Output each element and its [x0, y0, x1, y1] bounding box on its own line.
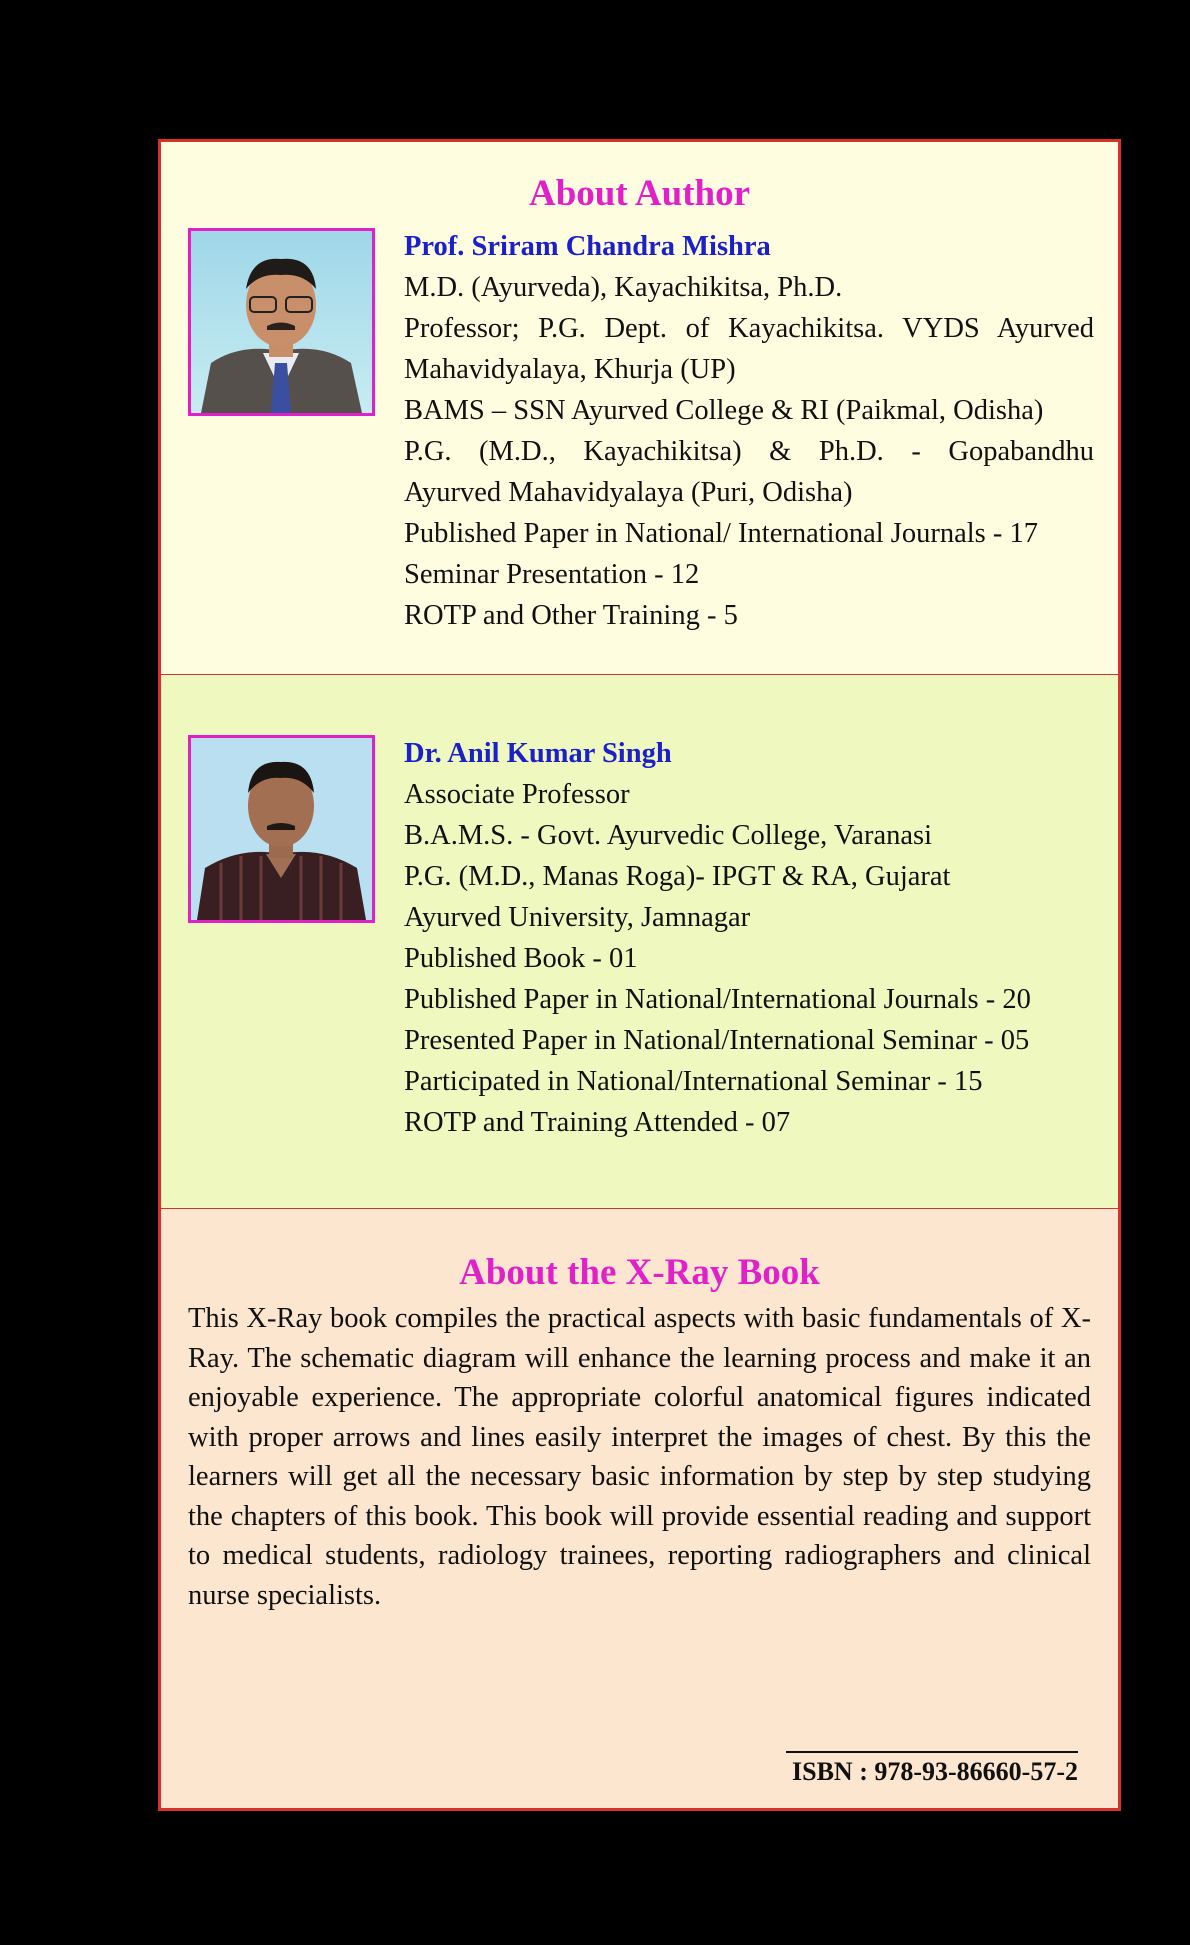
- isbn-label: ISBN : 978-93-86660-57-2: [786, 1751, 1078, 1787]
- author1-photo: [188, 228, 375, 416]
- author1-line: P.G. (M.D., Kayachikitsa) & Ph.D. - Gopabandhu: [404, 436, 1094, 467]
- author2-line: Participated in National/International Seminar - 15: [404, 1066, 983, 1097]
- about-book-heading: About the X-Ray Book: [459, 1252, 820, 1293]
- author2-bio: [404, 733, 1094, 1143]
- about-book-text: This X-Ray book compiles the practical aspects with basic fundamentals of X-Ray. The schematic diagram will enhance the learning process and make it an enjoyable experience. The appropriate colorful anatomical figures indicated with proper arrows and lines easily interpret the images of chest. By this the learners will get all the necessary basic information by step by step studying the chapters of this book. This book will provide essential reading and support to medical students, radiology trainees, reporting radiographers and clinical nurse specialists.: [188, 1303, 1091, 1611]
- author1-line: Ayurved Mahavidyalaya (Puri, Odisha): [404, 477, 853, 508]
- author2-line: Presented Paper in National/International Seminar - 05: [404, 1025, 1030, 1056]
- author2-line: Published Book - 01: [404, 943, 638, 974]
- author2-name: Dr. Anil Kumar Singh: [404, 738, 672, 769]
- author1-line: M.D. (Ayurveda), Kayachikitsa, Ph.D.: [404, 272, 843, 303]
- author2-line: Ayurved University, Jamnagar: [404, 902, 751, 933]
- author2-panel: [158, 675, 1121, 1211]
- about-book-panel: [158, 1209, 1121, 1811]
- author1-line: Professor; P.G. Dept. of Kayachikitsa. VYDS Ayurved: [404, 313, 1094, 344]
- author2-line: P.G. (M.D., Manas Roga)- IPGT & RA, Gujarat: [404, 861, 951, 892]
- author1-line: Seminar Presentation - 12: [404, 559, 700, 590]
- author1-line: ROTP and Other Training - 5: [404, 600, 738, 631]
- author1-bio: [404, 226, 1094, 636]
- author1-line: Published Paper in National/ International Journals - 17: [404, 518, 1038, 549]
- about-author-panel: [158, 139, 1121, 677]
- author2-line: Associate Professor: [404, 779, 630, 810]
- author2-photo: [188, 735, 375, 923]
- author1-line: BAMS – SSN Ayurved College & RI (Paikmal, Odisha): [404, 395, 1044, 426]
- author1-line: Mahavidyalaya, Khurja (UP): [404, 354, 736, 385]
- about-author-heading: About Author: [528, 173, 751, 214]
- author2-line: ROTP and Training Attended - 07: [404, 1107, 791, 1138]
- author2-line: Published Paper in National/International Journals - 20: [404, 984, 1031, 1015]
- author1-name: Prof. Sriram Chandra Mishra: [404, 231, 771, 262]
- author2-line: B.A.M.S. - Govt. Ayurvedic College, Varanasi: [404, 820, 933, 851]
